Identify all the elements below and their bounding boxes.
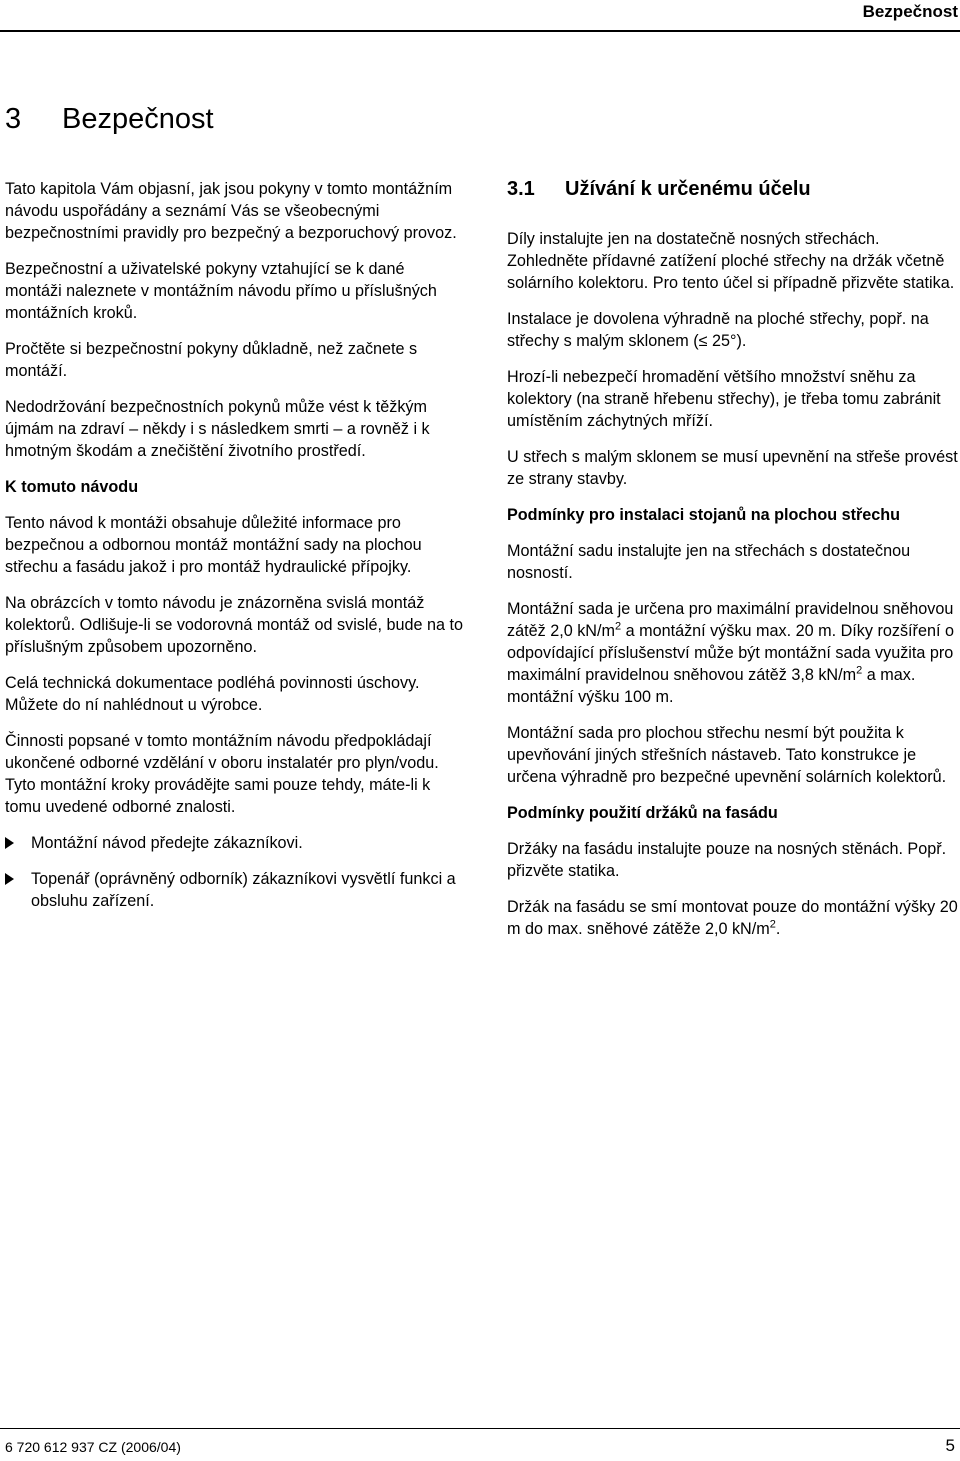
flat-roof-usage-paragraph: Montážní sada pro plochou střechu nesmí být použita k upevňování jiných střešních nástaveb. Tato konstrukce je určena výhradně pro bezpečné upevnění solárních kolektorů. bbox=[507, 724, 947, 786]
section-number: 3.1 bbox=[507, 178, 535, 200]
document-code: 6 720 612 937 CZ (2006/04) bbox=[5, 1439, 181, 1455]
qualification-paragraph: Činnosti popsané v tomto montážním návodu předpokládají ukončené odborné vzdělání v oboru instalatér pro plyn/vodu. Tyto montážní kroky provádějte sami pouze tehdy, máte-li k tomu uvedené odborné znalosti. bbox=[5, 732, 439, 816]
illustrations-paragraph: Na obrázcích v tomto návodu je znázorněna svislá montáž kolektorů. Odlišuje-li se vodorovná montáž od svislé, bude na to příslušným způsobem upozorněno. bbox=[5, 594, 463, 656]
snow-guard-paragraph: Hrozí-li nebezpečí hromadění většího množství sněhu za kolektory (na straně hřebenu střechy), je třeba tomu zabránit umístěním záchytných mříží. bbox=[507, 368, 941, 430]
warning-paragraph: Nedodržování bezpečnostních pokynů může vést k těžkým újmám na zdraví – někdy i s následkem smrti – a rovněž i k hmotným škodám a znečištění životního prostředí. bbox=[5, 398, 430, 460]
low-pitch-fixing-paragraph: U střech s malým sklonem se musí upevnění na střeše provést ze strany stavby. bbox=[507, 448, 958, 488]
list-item bbox=[5, 868, 465, 912]
flat-roof-capacity-paragraph: Montážní sadu instalujte jen na střechách s dostatečnou nosností. bbox=[507, 542, 911, 582]
page-number: 5 bbox=[945, 1436, 955, 1455]
flat-roof-conditions-heading: Podmínky pro instalaci stojanů na plochou střechu bbox=[507, 506, 901, 524]
left-column bbox=[5, 178, 465, 926]
snow-load-paragraph: Montážní sada je určena pro maximální pravidelnou sněhovou zátěž 2,0 $kN/m^2$ a montážní výšku max. 20 m. Díky rozšíření o odpovídající příslušenství může být montážní sada využita pro maximální pravidelnou sněhovou zátěž 3,8 $kN/m^2$ a max. montážní výšku 100 m. bbox=[507, 600, 954, 706]
triangle-bullet-icon bbox=[5, 837, 14, 849]
triangle-bullet-icon bbox=[5, 873, 14, 885]
section-heading bbox=[507, 178, 811, 201]
list-item-text: Topenář (oprávněný odborník) zákazníkovi vysvětlí funkci a obsluhu zařízení. bbox=[31, 870, 456, 910]
chapter-heading bbox=[5, 103, 214, 136]
documentation-paragraph: Celá technická dokumentace podléhá povinnosti úschovy. Můžete do ní nahlédnout u výrobce. bbox=[5, 674, 420, 714]
header-divider bbox=[0, 30, 960, 32]
list-item bbox=[5, 832, 465, 854]
page-header-title: Bezpečnost bbox=[862, 2, 958, 21]
footer-divider bbox=[0, 1428, 960, 1429]
chapter-title: Bezpečnost bbox=[62, 103, 214, 135]
roof-pitch-paragraph: Instalace je dovolena výhradně na ploché střechy, popř. na střechy s malým sklonem (≤ 25°). bbox=[507, 310, 929, 350]
read-instructions-paragraph: Pročtěte si bezpečnostní pokyny důkladně, než začnete s montáží. bbox=[5, 340, 418, 380]
facade-walls-paragraph: Držáky na fasádu instalujte pouze na nosných stěnách. Popř. přizvěte statika. bbox=[507, 840, 947, 880]
list-item-text: Montážní návod předejte zákazníkovi. bbox=[31, 834, 303, 852]
manual-content-paragraph: Tento návod k montáži obsahuje důležité informace pro bezpečnou a odbornou montáž montážní sady na plochou střechu a fasádu jakož i pro montáž hydraulické přípojky. bbox=[5, 514, 422, 576]
section-title: Užívání k určenému účelu bbox=[565, 178, 811, 200]
right-column bbox=[507, 228, 959, 954]
safety-notes-paragraph: Bezpečnostní a uživatelské pokyny vztahující se k dané montáži naleznete v montážním návodu přímo u příslušných montážních kroků. bbox=[5, 260, 437, 322]
facade-height-paragraph: Držák na fasádu se smí montovat pouze do montážní výšky 20 m do max. sněhové zátěže 2,0 $kN/m^2$. bbox=[507, 898, 958, 938]
facade-conditions-heading: Podmínky použití držáků na fasádu bbox=[507, 804, 778, 822]
about-manual-heading: K tomuto návodu bbox=[5, 478, 139, 496]
load-bearing-paragraph: Díly instalujte jen na dostatečně nosných střechách. Zohledněte přídavné zatížení ploché střechy na držák včetně solárního kolektoru. Pro tento účel si případně přizvěte statika. bbox=[507, 230, 955, 292]
chapter-number: 3 bbox=[5, 103, 22, 135]
intro-paragraph: Tato kapitola Vám objasní, jak jsou pokyny v tomto montážním návodu uspořádány a seznámí Vás se všeobecnými bezpečnostními pravidly pro bezpečný a bezporuchový provoz. bbox=[5, 180, 457, 242]
